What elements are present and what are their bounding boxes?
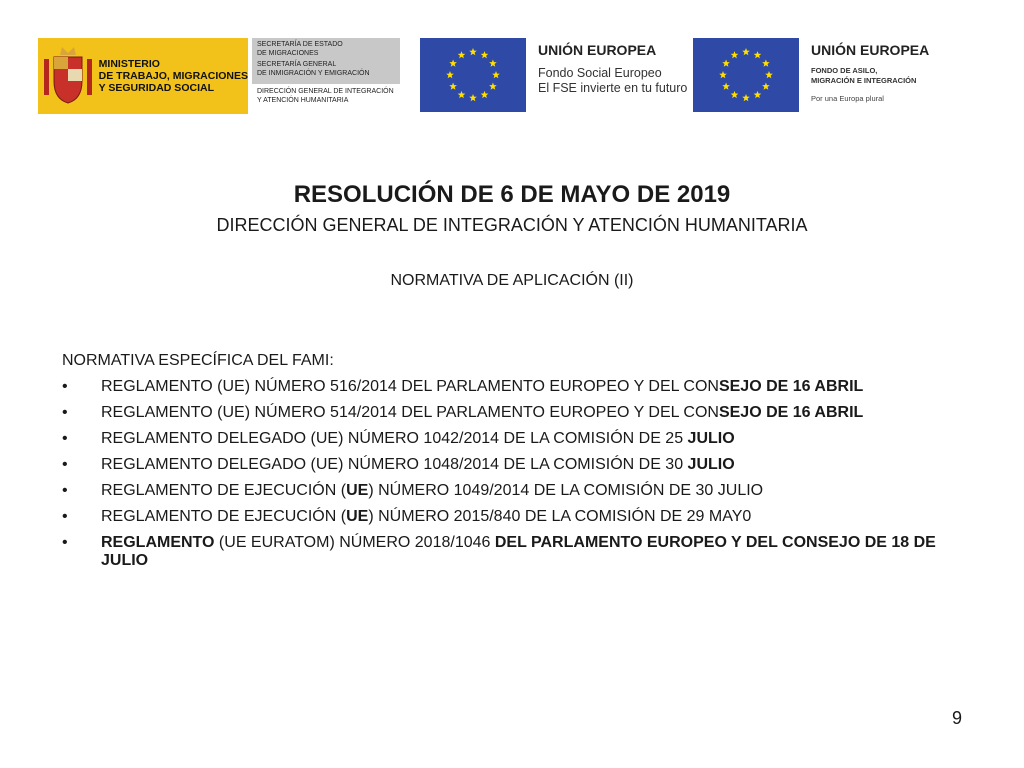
ministerio-line: Y SEGURIDAD SOCIAL — [98, 82, 214, 94]
list-item — [62, 456, 962, 474]
page-number: 9 — [952, 708, 963, 728]
title-block — [0, 178, 1024, 238]
list-item — [62, 482, 962, 500]
star-icon — [469, 94, 477, 101]
eu-fse-logo — [420, 38, 688, 112]
eu-fami-logo — [693, 38, 953, 112]
list-item-text: UE — [346, 508, 369, 525]
list-item-text: DEL PARLAMENTO EUROPEO Y DEL CONSEJO DE 18 DE JULIO — [101, 534, 936, 569]
list-item-text: SEJO DE 16 ABRIL — [718, 404, 864, 421]
direccion-general-line: DIRECCIÓN GENERAL DE INTEGRACIÓN — [257, 88, 394, 95]
star-icon — [731, 91, 739, 98]
star-icon — [731, 51, 739, 58]
bullet-icon: • — [62, 378, 68, 395]
list-item-text: REGLAMENTO (UE) NÚMERO 514/2014 DEL PARLAMENTO EUROPEO Y DEL CON — [101, 404, 719, 421]
secretaria-estado-line: DE MIGRACIONES — [257, 49, 319, 57]
list-item — [62, 430, 962, 448]
bullet-icon: • — [62, 404, 68, 421]
star-icon — [742, 48, 750, 55]
star-icon — [449, 60, 457, 67]
star-icon — [489, 83, 497, 90]
star-icon — [481, 51, 489, 58]
star-icon — [742, 94, 750, 101]
eu-fse-title: UNIÓN EUROPEA — [538, 42, 657, 58]
bullet-icon: • — [62, 430, 68, 447]
eu-fami-title: UNIÓN EUROPEA — [811, 42, 930, 58]
star-icon — [722, 83, 730, 90]
star-icon — [492, 71, 500, 78]
bullet-icon: • — [62, 482, 68, 499]
eu-flag-icon — [420, 38, 526, 112]
list-item — [62, 508, 962, 526]
logo-bar — [38, 36, 988, 116]
star-icon — [458, 91, 466, 98]
page-title: RESOLUCIÓN DE 6 DE MAYO DE 2019 — [293, 181, 731, 208]
star-icon — [719, 71, 727, 78]
star-icon — [469, 48, 477, 55]
star-icon — [754, 91, 762, 98]
star-icon — [489, 60, 497, 67]
star-icon — [458, 51, 466, 58]
list-heading: NORMATIVA ESPECÍFICA DEL FAMI: — [62, 352, 334, 369]
secretaria-logo — [252, 38, 400, 114]
bullet-icon: • — [62, 534, 68, 551]
bullet-icon: • — [62, 508, 68, 525]
eu-fami-line: MIGRACIÓN E INTEGRACIÓN — [811, 76, 917, 85]
list-item-text: JULIO — [687, 456, 735, 473]
list-item-text: REGLAMENTO (UE) NÚMERO 516/2014 DEL PARLAMENTO EUROPEO Y DEL CON — [101, 378, 719, 395]
list-item-text: (UE EURATOM) NÚMERO 2018/1046 — [214, 534, 495, 551]
list-item — [62, 378, 962, 396]
eu-fse-line: El FSE invierte en tu futuro — [538, 81, 688, 95]
secretaria-estado-line: SECRETARÍA DE ESTADO — [257, 41, 343, 48]
star-icon — [762, 83, 770, 90]
ministerio-line: MINISTERIO — [98, 58, 160, 70]
list-item-text: REGLAMENTO — [101, 534, 215, 551]
list-item-text: ) NÚMERO 1049/2014 DE LA COMISIÓN DE 30 JULIO — [368, 482, 764, 499]
direccion-general-line: Y ATENCIÓN HUMANITARIA — [257, 96, 349, 104]
list-item — [62, 404, 962, 422]
eu-flag-icon — [693, 38, 799, 112]
ministerio-line: DE TRABAJO, MIGRACIONES — [98, 70, 248, 82]
list-item-text: SEJO DE 16 ABRIL — [718, 378, 864, 395]
star-icon — [481, 91, 489, 98]
eu-fami-motto: Por una Europa plural — [811, 94, 884, 103]
coat-of-arms-icon — [38, 38, 99, 114]
list-item-text: UE — [346, 482, 369, 499]
list-item-text: JULIO — [687, 430, 735, 447]
star-icon — [754, 51, 762, 58]
regulation-list — [62, 378, 962, 570]
secretaria-general-line: DE INMIGRACIÓN Y EMIGRACIÓN — [257, 69, 370, 77]
regulation-list-block — [62, 352, 962, 578]
eu-fse-line: Fondo Social Europeo — [538, 66, 662, 80]
star-icon — [446, 71, 454, 78]
star-icon — [765, 71, 773, 78]
list-item-text: REGLAMENTO DE EJECUCIÓN ( — [101, 508, 347, 525]
list-item-text: REGLAMENTO DELEGADO (UE) NÚMERO 1042/2014 DE LA COMISIÓN DE 25 — [101, 430, 688, 447]
star-icon — [722, 60, 730, 67]
section-title: NORMATIVA DE APLICACIÓN (II) — [390, 272, 634, 289]
page-subtitle: DIRECCIÓN GENERAL DE INTEGRACIÓN Y ATENCIÓN HUMANITARIA — [216, 215, 808, 235]
list-item — [62, 534, 962, 570]
ministerio-logo — [38, 38, 248, 114]
eu-fami-line: FONDO DE ASILO, — [811, 66, 878, 75]
bullet-icon: • — [62, 456, 68, 473]
star-icon — [449, 83, 457, 90]
list-item-text: REGLAMENTO DE EJECUCIÓN ( — [101, 482, 347, 499]
secretaria-general-line: SECRETARÍA GENERAL — [257, 61, 337, 68]
list-item-text: REGLAMENTO DELEGADO (UE) NÚMERO 1048/2014 DE LA COMISIÓN DE 30 — [101, 456, 688, 473]
star-icon — [762, 60, 770, 67]
list-item-text: ) NÚMERO 2015/840 DE LA COMISIÓN DE 29 MAY0 — [368, 508, 752, 525]
